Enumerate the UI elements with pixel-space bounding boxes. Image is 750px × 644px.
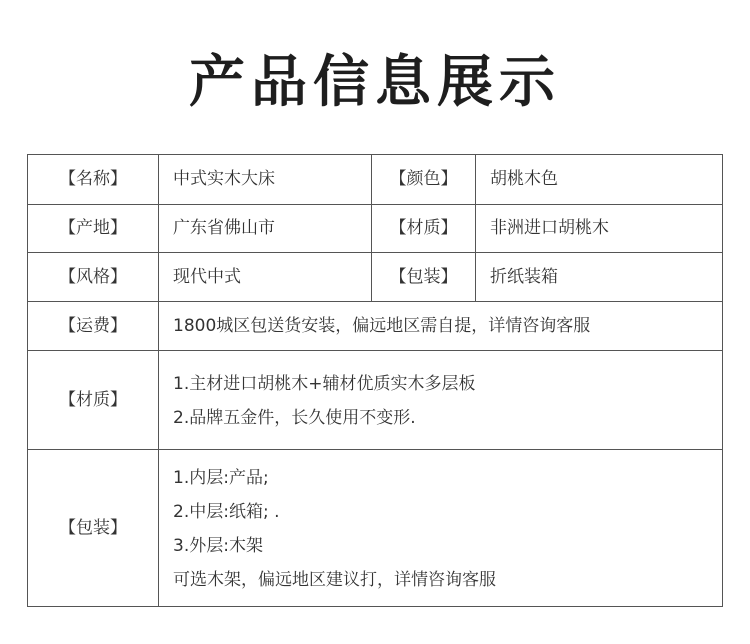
style-label: 【风格】 [28, 253, 159, 302]
material-line-2: 2.品牌五金件，长久使用不变形. [173, 408, 416, 428]
table-row [28, 450, 723, 607]
material-line-1: 1.主材进口胡桃木+辅材优质实木多层板 [173, 374, 476, 394]
origin-label: 【产地】 [28, 205, 159, 253]
packaging-line-3: 3.外层:木架 [173, 536, 263, 556]
material-label: 【材质】 [372, 205, 476, 253]
material-detail-label: 【材质】 [28, 351, 159, 450]
table-row [28, 302, 723, 351]
table-row [28, 155, 723, 205]
packaging-line-4: 可选木架，偏远地区建议打，详情咨询客服 [173, 570, 496, 590]
color-value: 胡桃木色 [476, 155, 723, 205]
page-title: 产品信息展示 [189, 49, 561, 115]
product-info-table [27, 154, 723, 607]
name-value: 中式实木大床 [159, 155, 372, 205]
material-value: 非洲进口胡桃木 [476, 205, 723, 253]
style-value: 现代中式 [159, 253, 372, 302]
packaging-label: 【包装】 [372, 253, 476, 302]
shipping-label: 【运费】 [28, 302, 159, 351]
color-label: 【颜色】 [372, 155, 476, 205]
table-row [28, 351, 723, 450]
material-detail-value [159, 351, 723, 450]
packaging-detail-value [159, 450, 723, 607]
table-row [28, 253, 723, 302]
table-row [28, 205, 723, 253]
packaging-detail-label: 【包装】 [28, 450, 159, 607]
packaging-line-1: 1.内层:产品; [173, 468, 269, 488]
name-label: 【名称】 [28, 155, 159, 205]
origin-value: 广东省佛山市 [159, 205, 372, 253]
shipping-value: 1800城区包送货安装，偏远地区需自提，详情咨询客服 [159, 302, 723, 351]
packaging-line-2: 2.中层:纸箱; . [173, 502, 280, 522]
packaging-value: 折纸装箱 [476, 253, 723, 302]
